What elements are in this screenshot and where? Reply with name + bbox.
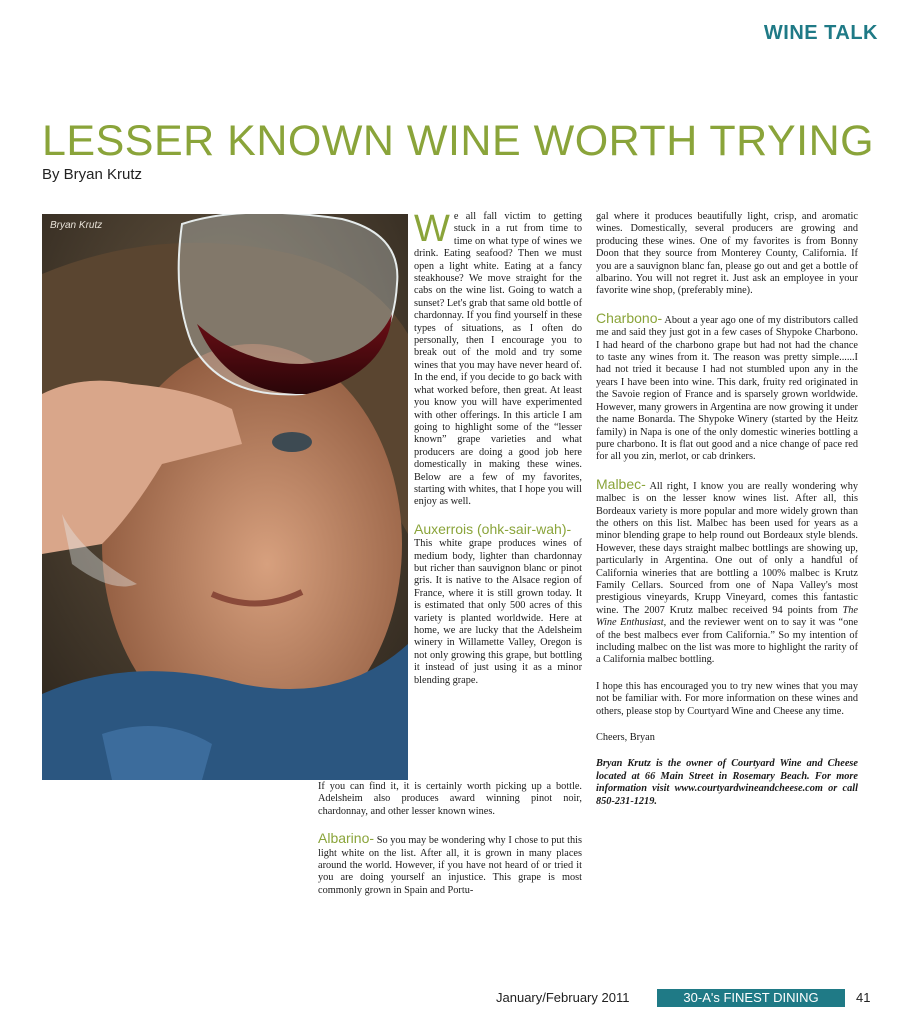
issue-date: January/February 2011 <box>496 990 630 1005</box>
article-column-1 <box>414 208 582 687</box>
auxerrois-text: This white grape produces wines of medium body, lighter than chardonnay but richer than sauvignon blanc or pinot gris. It is native to the Alsace region of France, where it is still grown today. It is estimated that only 500 acres of this variety is planted worldwide. Here at home, we are lucky that the Adelsheim winery in Willamette Valley, Oregon is not only growing this grape, but bottling it instead of just using it as a minor blending grape. <box>414 538 582 686</box>
signoff: Cheers, Bryan <box>596 732 655 744</box>
article-headline: LESSER KNOWN WINE WORTH TRYING <box>42 117 875 165</box>
article-column-2 <box>596 211 858 808</box>
malbec-text: All right, I know you are really wondering why malbec is on the lesser know wines list. After all, this Bordeaux variety is more popular and more widely grown than the others on this list. Malbec has been used for years as a minor blending grape to help round out Bordeaux style blends. However, these days straight malbec bottlings are showing up, particularly in Argentina. One out of only a handful of California wineries that are bottling a 100% malbec is Krutz Family Cellars. Sourced from one of Napa Valley's most prestigious vineyards, Krupp Vineyard, comes this fantastic wine. The 2007 Krutz malbec received 94 points from <box>596 480 858 616</box>
photo-credit: Bryan Krutz <box>50 220 103 231</box>
auxerrois-paragraph-cont: If you can find it, it is certainly worth picking up a bottle. Adelsheim also produces award winning pinot noir, chardonnay, and other lesser known wines. <box>318 781 582 817</box>
charbono-text: About a year ago one of my distributors called me and said they just got in a few cases of Shypoke Charbono. I had heard of the charbono grape but had not had the chance to taste any wines from it. The reason was pretty simple......I had not tried it because I had not stumbled upon any in the years I have been into wine. This dark, fruity red originated in the Savoie region of France and is sparsely grown worldwide. However, many growers in Argentina are now growing it under the name Bonarda. The Shypoke Winery (started by the Heitz family) in Napa is one of the only domestic wineries bottling a pure charbono. It is flat out good and a nice change of pace red for all you zin, merlot, or cab drinkers. <box>596 314 858 463</box>
article-photo <box>42 214 408 780</box>
closing-paragraph: I hope this has encouraged you to try new wines that you may not be familiar with. For more information on these wines and others, please stop by Courtyard Wine and Cheese any time. <box>596 680 858 717</box>
article-column-1-continued <box>318 781 582 897</box>
intro-text: e all fall victim to getting stuck in a rut from time to time on what type of wines we drink. Eating seafood? Then we must open a light white. Eating at a fancy steakhouse? We move straight for the cabs on the wine list. Going to watch a sunset? Let's grab that same old bottle of chardonnay. If you find yourself in these types of situations, as I often do personally, then I encourage you to break out of the mold and try some wines that you may have never heard of. In the end, if you decide to go back with what worked before, then great. At least you know you will have experimented with other offerings. In this article I am going to highlight some of the “lesser known” grape varieties and what producers are doing a good job here domestically in making these wines. Below are a few of my favorites, starting with whites, that I hope you will enjoy as well. <box>414 211 582 508</box>
auxerrois-paragraph <box>414 520 582 687</box>
albarino-paragraph-cont: gal where it produces beautifully light, crisp, and aromatic wines. Domestically, several producers are growing and producing these wines. One of my favorites is from Bonny Doon that they source from Monterey County, California. If you are a sauvignon blanc fan, please go out and get a bottle of albarino. You will not regret it. Just ask an employee in your favorite wine shop, (preferably mine). <box>596 211 858 297</box>
charbono-heading: Charbono- <box>596 309 663 326</box>
albarino-heading: Albarino- <box>318 830 375 847</box>
malbec-heading: Malbec- <box>596 475 646 492</box>
byline: By Bryan Krutz <box>42 166 143 183</box>
malbec-paragraph <box>596 475 858 667</box>
albarino-paragraph <box>318 832 582 897</box>
section-label: WINE TALK <box>763 22 878 44</box>
auxerrois-heading: Auxerrois (ohk-sair-wah)- <box>414 520 572 537</box>
intro-paragraph <box>414 208 582 509</box>
albarino-text: So you may be wondering why I chose to put this light white on the list. After all, it is grown in many places around the world. However, if you have not heard of or tried it you are doing yourself an injustice. This grape is most commonly grown in Spain and Portu- <box>318 835 582 896</box>
author-bio: Bryan Krutz is the owner of Courtyard Wine and Cheese located at 66 Main Street in Rosemary Beach. For more information visit www.courtyardwineandcheese.com or call 850-231-1219. <box>596 758 858 807</box>
publication-name: The Wine Enthusiast <box>596 604 858 629</box>
charbono-paragraph <box>596 309 858 464</box>
wine-tasting-photo <box>42 214 408 780</box>
malbec-text-after: , and the reviewer went on to say it was “one of the best malbecs ever from California.” So my intention of including malbec on the list was more to highlight the rarity of a California malbec bottling. <box>596 617 858 666</box>
drop-cap: W <box>414 208 450 250</box>
page-number: 41 <box>856 990 871 1005</box>
publication-banner: 30-A's FINEST DINING <box>657 989 845 1007</box>
